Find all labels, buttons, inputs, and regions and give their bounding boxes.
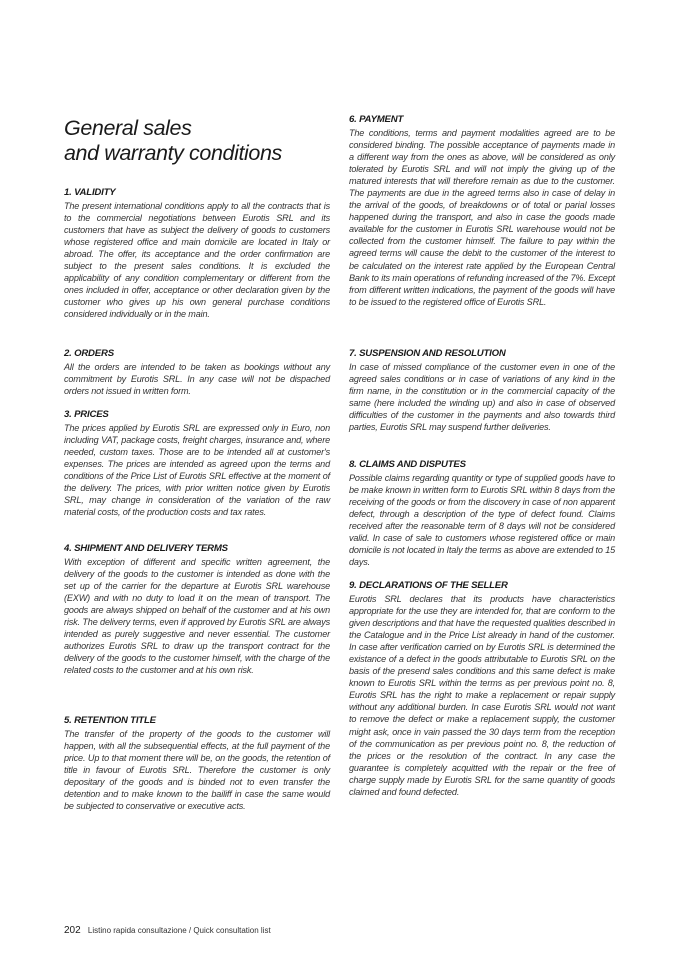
section-heading: 9. DECLARATIONS OF THE SELLER: [349, 580, 508, 591]
page-footer: [64, 925, 271, 936]
footer-text: Listino rapida consultazione / Quick consultation list: [87, 926, 271, 935]
section-heading: 1. VALIDITY: [64, 187, 116, 198]
section-body: The present international conditions apply to all the contracts that is to the commercial negotiations between Eurotis SRL and its customers that have as subject the delivery of goods to customers whose registered office and main domicile are located in Italy or abroad. The offer, its acceptance and the order confirmation are subject to the present sales conditions. It is excluded the applicability of any condition complementary or different from the ones included in offer, acceptance or other declaration given by the customer who gives up his own general purchase conditions considered individually or in the main.: [64, 201, 330, 320]
section-declarations: [349, 580, 615, 798]
section-heading: 4. SHIPMENT AND DELIVERY TERMS: [64, 543, 228, 554]
section-orders: [64, 348, 330, 397]
section-claims: [349, 459, 615, 568]
section-heading: 3. PRICES: [64, 409, 109, 420]
section-prices: [64, 409, 330, 518]
section-retention-title: [64, 715, 330, 812]
section-payment: [349, 114, 615, 308]
title-line-1: General sales: [64, 116, 192, 140]
section-heading: 5. RETENTION TITLE: [64, 715, 156, 726]
section-heading: 6. PAYMENT: [349, 114, 404, 125]
section-body: The prices applied by Eurotis SRL are expressed only in Euro, non including VAT, package costs, freight charges, insurance and, where needed, custom taxes. Those are to be intended all at customer's expenses. The prices are intended as agreed upon the terms and conditions of the Price List of Eurotis SRL effective at the moment of the delivery. The prices, with prior written notice given by Eurotis SRL, may change in consideration of the variation of the raw material costs, of the production costs and tax rates.: [64, 423, 330, 518]
section-suspension: [349, 348, 615, 433]
section-shipment: [64, 543, 330, 676]
section-body: Eurotis SRL declares that its products have characteristics appropriate for the use they are intended for, that are conform to the given descriptions and that have the requested qualities described in the Catalogue and in the Price List already in hand of the customer. In case after verification carried on by Eurotis SRL is determined the existance of a defect in the goods attributable to Eurotis SRL on the basis of the presend sales conditions and this same defect is make known to Eurotis SRL within the terms as per previous point no. 8, Eurotis SRL has the right to make a replacement or repair supply without any additional burden. In case Eurotis SRL would not want to remove the defect or make a replacement supply, the customer might ask, once in vain passed the 30 days term from the reception of the communication as per previous point no. 8, the reduction of the prices or the resolution of the contract. In any case the guarantee is completely acquitted with the repair or the free of charge supply made by Eurotis SRL for the same quantity of goods claimed and found defected.: [349, 594, 615, 797]
section-body: The conditions, terms and payment modalities agreed are to be considered binding. The possible acceptance of payments made in a different way from the ones as above, will be considered as only tolerated by Eurotis SRL and will not imply the giving up of the matured interests that will therefore remain as due to the customer. The payments are due in the agreed terms also in case of delay in the arrival of the goods, of breakdowns or of total or parial losses happened during the transport, and also in case the goods made available for the customer in Eurotis SRL warehouse would not be collected from the customer himself. The failure to pay within the agreed terms will cause the debit to the customer of the interest to be calculated on the interest rate applied by the European Central Bank to its main operations of refunding increased of the 7%. Except from different written indications, the payment of the goods will have to be issued to the registered office of Eurotis SRL.: [349, 128, 615, 307]
section-body: All the orders are intended to be taken as bookings without any commitment by Eurotis SRL. In any case will not be dispached orders not issued in written form.: [64, 362, 330, 397]
section-validity: [64, 187, 330, 320]
section-body: Possible claims regarding quantity or type of supplied goods have to be make known in written form to Eurotis SRL within 8 days from the receiving of the goods or from the discovery in case of non apparent defect, through a description of the type of defect found. Claims received after the reasonable term of 8 days will not be considered valid. In case of sale to customers whose registered office or main domicile is not located in Italy the terms as above are extended to 15 days.: [349, 473, 616, 568]
page-number: 202: [64, 925, 81, 936]
title-line-2: and warranty conditions: [64, 141, 282, 165]
section-body: The transfer of the property of the goods to the customer will happen, with all the subsequential effects, at the full payment of the price. Up to that moment there will be, on the goods, the retention of title in favour of Eurotis SRL. Therefore the customer is only depositary of the goods and is binded not to even transfer the detention and to make known to the bailiff in case the same would be subjected to conservative or executive acts.: [64, 729, 330, 812]
section-heading: 2. ORDERS: [64, 348, 114, 359]
section-heading: 8. CLAIMS AND DISPUTES: [349, 459, 466, 470]
section-heading: 7. SUSPENSION AND RESOLUTION: [349, 348, 506, 359]
page-title: [64, 116, 282, 166]
section-body: With exception of different and specific written agreement, the delivery of the goods to the customer is intended as done with the set up of the carrier for the departure at Eurotis SRL warehouse (EXW) and with no duty to load it on the mean of transport. The goods are always shipped on behalf of the customer and at his own risk. The delivery terms, even if approved by Eurotis SRL are always intended as purely suggestive and never essential. The customer authorizes Eurotis SRL to draw up the transport contract for the delivery of the goods to the customer himself, with the charge of the related costs to the customer and at his own risk.: [64, 557, 330, 676]
section-body: In case of missed compliance of the customer even in one of the agreed sales conditions or in case of variations of any kind in the firm name, in the constitution or in the commercial capacity of the same (here included the winding up) and also in case of observed difficulties of the customer in the payments and also towards third parties, Eurotis SRL may suspend further deliveries.: [349, 362, 615, 433]
